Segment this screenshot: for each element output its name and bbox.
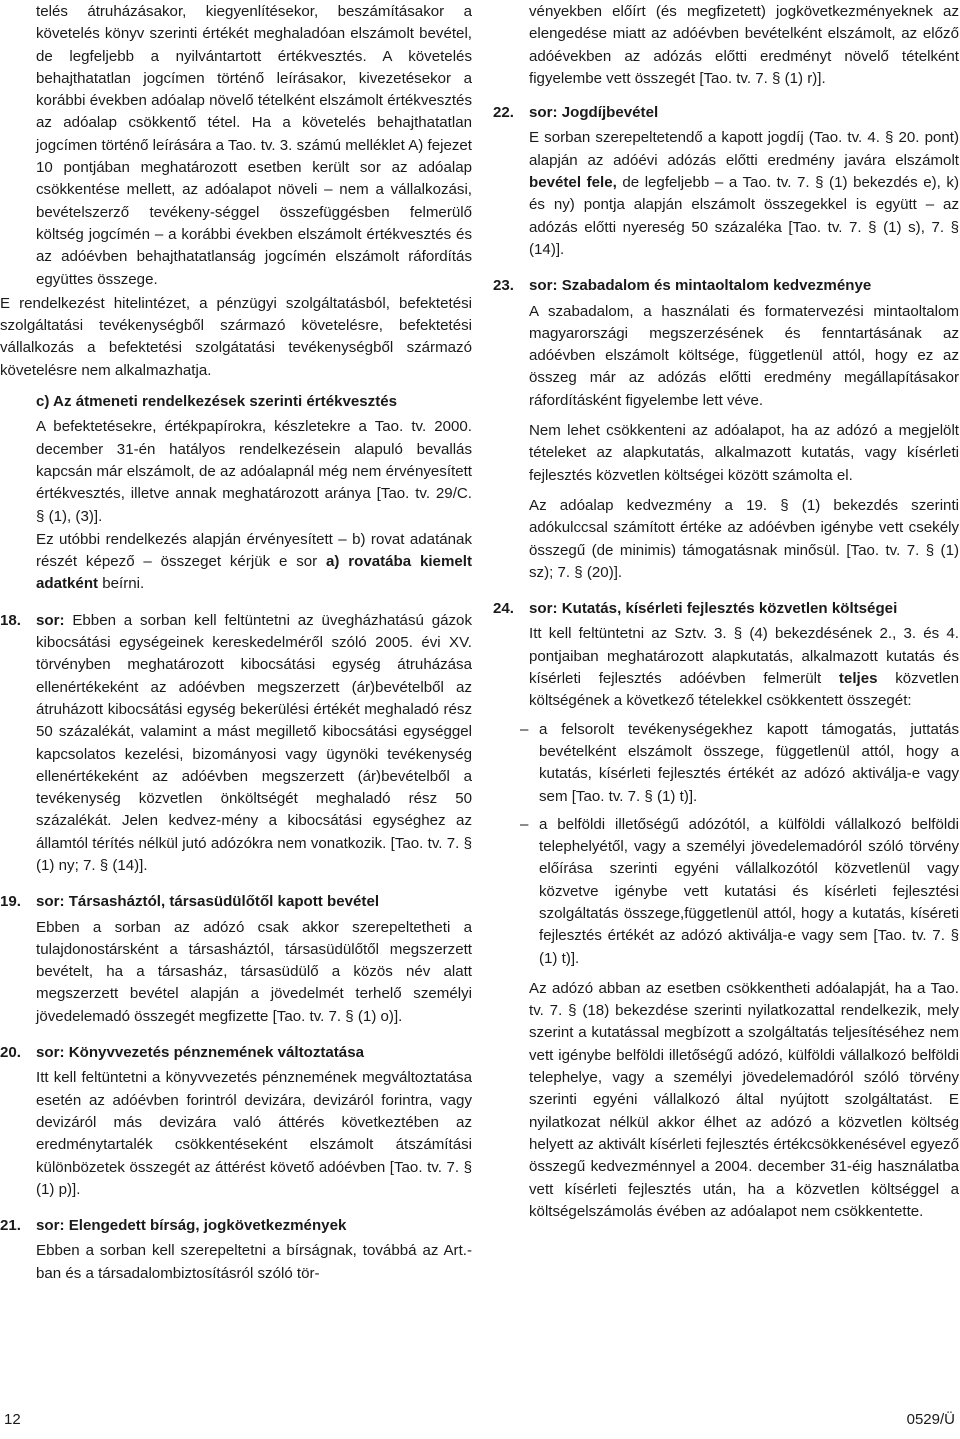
section-24-title: sor: Kutatás, kísérleti fejlesztés közvetlen költségei [529,600,898,618]
section-22-emphasis: bevétel fele, [529,174,617,192]
dash-marker: – [520,720,529,738]
list-item [493,719,959,808]
section-19-title: sor: Társasháztól, társasüdülőtől kapott bevétel [36,893,380,911]
section-22-body-a: E sorban szerepeltetendő a kapott jogdíj (Tao. tv. 4. § 20. pont) alapján az adóévi adózás előtti eredmény javára elszámolt [529,129,959,169]
section-18-text [0,610,472,878]
section-24 [493,598,959,1223]
section-22-body-b: de legfeljebb – a Tao. tv. 7. § (1) bekezdés e), k) és ny) pontja alapján elszámolt összegekkel is együtt – az adózás előtti nyereség 50 százaléka [Tao. tv. 7. § (1) s), 7. § (14)]. [529,174,959,258]
section-21 [0,1215,472,1285]
section-24-heading [493,598,959,620]
section-24-body-b: közvetlen költségének a következő tételekkel csökkentett összegét: [529,670,959,710]
section-24-body-a: Itt kell feltüntetni az Sztv. 3. § (4) bekezdésének 2., 3. és 4. pontjaiban meghatározott alapkutatás, alkalmazott kutatás és kísérleti fejlesztés adóévben felmerült [529,625,959,688]
list-item [493,814,959,970]
section-20 [0,1042,472,1201]
intro-paragraph-2: E rendelkezést hitelintézet, a pénzügyi szolgáltatásból, befektetési szolgáltatási tevékenységből származó követelésre, befektetési vállalkozás a befektetési szolgátatási tevékenységből származó követelésre nem alkalmazhatja. [0,294,472,379]
left-column [0,1,472,1285]
section-22-heading [493,102,959,124]
subsection-c-emphasis: a) rovatába kiemelt adatként [36,553,472,593]
section-21-heading [0,1215,472,1237]
subsection-c-heading: c) Az átmeneti rendelkezések szerinti értékvesztés [36,393,398,411]
section-24-paragraph-2: Az adózó abban az esetben csökkentheti adóalapját, ha a Tao. tv. 7. § (18) bekezdése szerinti nyilatkozattal rendelkezik, mely szerint a kutatással megbízott a szolgáltatás teljesítéséhez nem vett igénybe belföldi illetőségű adózó, külföldi vállalkozó belföldi telephelye, vagy a személyi jövedelemadóról szóló törvény szerinti egyéni vállalkozó által nyújtott szolgáltatást. E nyilatkozat nélkül akkor élhet az adózó a közvetlen költség helyett az aktivált kísérleti fejlesztés értékcsökkenésével egyező összegű kedvezménnyel a 2004. december 31-éig használatba vett kísérleti fejlesztés után, ha a közvetlen költséggel a költségelszámolás évében az adóalapot nem csökkentette. [529,979,959,1220]
section-21-continuation: vényekben előírt (és megfizetett) jogkövetkezményeknek az elengedése miatt az adóévben bevételként elszámolt, az előző adóévekben az adózás előtti eredményt növelő tételként figyelembe vett összegét [Tao. tv. 7. § (1) r)]. [529,3,959,87]
section-24-paragraph-1 [493,623,959,712]
dash-marker: – [520,815,529,833]
section-22 [493,102,959,261]
section-20-text: Itt kell feltüntetni a könyvvezetés pénznemének megváltoztatása esetén az adóévben forintról devizára, devizáról forintra, vagy devizáról más devizára való áttérés következtében az eredménytartalék csökkentéseként elszámolt átszámítási különbözetek összegét az áttérést követő adóévben [Tao. tv. 7. § (1) p)]. [36,1069,472,1198]
section-19-number: 19. [0,893,21,911]
form-code: 0529/Ü [906,1411,955,1428]
section-20-title: sor: Könyvvezetés pénznemének változtatása [36,1044,364,1062]
section-20-number: 20. [0,1044,21,1062]
section-22-text [493,127,959,261]
section-19-text: Ebben a sorban az adózó csak akkor szerepeltetheti a tulajdonostársként a társasháztól, társasüdülőtől megszerzett bevételt, ha a társasház, társasüdülő a közös név alatt megszerzett bevétel alapján a jövedelmét terhelő személyi jövedelemadó összegét megfizette [Tao. tv. 7. § (1) o)]. [36,918,472,1025]
page-number: 12 [4,1411,21,1428]
section-18 [0,610,472,878]
section-23 [493,275,959,584]
section-23-paragraph-3: Az adóalap kedvezmény a 19. § (1) bekezdés szerinti adókulccsal számított értéke az adóévben igénybe vett csekély összegű (de minimis) támogatásnak minősül. [Tao. tv. 7. § (1) sz); 7. § (20)]. [529,496,959,581]
section-19 [0,891,472,1028]
section-19-heading [0,891,472,913]
section-24-emphasis: teljes [838,670,878,688]
subsection-c-paragraph-1: A befektetésekre, értékpapírokra, készletekre a Tao. tv. 2000. december 31-én hatályos rendelkezésein alapuló bevallás kapcsán már elszámolt, de az adóalapnál még nem érvényesített értékvesztés, illetve annak meghatározott aránya [Tao. tv. 29/C. § (1), (3)]. [36,418,472,525]
section-21-title: sor: Elengedett bírság, jogkövetkezmények [36,1217,347,1235]
section-23-paragraph-1: A szabadalom, a használati és formatervezési mintaoltalom magyarországi megszerzésének és fenntartásának az adóévben elszámolt költsége, függetlenül attól, hogy ez az összeg már az adózás előtti eredmény megállapításakor ráfordításként figyelembe lett véve. [529,302,959,409]
section-23-number: 23. [493,277,514,295]
section-18-number: 18. [0,611,21,629]
subsection-c-end: beírni. [98,575,145,593]
list-item-text: a belföldi illetőségű adózótól, a külföldi vállalkozó belföldi telephelyétől, vagy a személyi jövedelemadóról szóló törvény előírása szerinti egyéni vállalkozótól közvetlenül vagy közvetve igénybe vett kutatási és kísérleti fejlesztési szolgáltatás összege,függetlenül attól, hogy a kutatás, kíséreti fejlesztés értékét az adózó aktiválja-e vagy sem [Tao. tv. 7. § (1) t)]. [539,815,959,967]
section-22-number: 22. [493,104,514,122]
section-21-number: 21. [0,1217,21,1235]
intro-paragraph-1: telés átruházásakor, kiegyenlítésekor, beszámításakor a követelés könyv szerinti értékét meghaladóan elszámolt bevétel, de legfeljebb a nyilvántartott értékvesztés. A követelés behajthatatlan jogcímen történő leírásakor, kivezetésekor a korábbi években adóalap növelő tételként elszámolt értékvesztés az adóalap csökkentő tétel. Ha a követelés behajthatatlan jogcímen történő leírására a Tao. tv. 3. számú melléklet A) fejezet 10 pontjában meghatározott esetben került sor az adóalap csökkentése mellett, az adóalapot növeli – nem a vállalkozási, bevételszerző tevékeny-séggel összefüggésben felmerülő költség jogcímén – a korábbi években elszámolt értékvesztés és az adóévben behajthatatlanság jogcímén elszámolt ráfordítás együttes összege. [36,3,472,288]
section-20-heading [0,1042,472,1064]
subsection-c-paragraph-2 [0,529,472,596]
list-item-text: a felsorolt tevékenységekhez kapott támogatás, juttatás bevételként elszámolt összege, függetlenül attól, hogy a kutatás, kísérleti fejlesztés értékét az adózó aktiválja-e vagy sem [Tao. tv. 7. § (1) t)]. [539,720,959,805]
section-18-label: sor: [36,611,65,629]
section-18-body: Ebben a sorban kell feltüntetni az üvegházhatású gázok kibocsátási egységeinek kereskedelméről szóló 2005. évi XV. törvényben meghatározott kibocsátási egység átruházása ellenértékeként az adóévben megszerzett (ár)bevételből az átruházott kibocsátási egység bekerülési értékét meghaladó rész 50 százalékát, valamint a mást megillető kibocsátási egységgel kapcsolatos kezelési, bizományosi vagy ügynöki tevékenység ellenértékeként az adóévben megszerzett (ár)bevételből a tevékenység közvetlen önköltségét meghaladó rész 50 százalékát. Jelen kedvez-mény a kibocsátási egységhez az államtól térítés nélkül jutó adózókra nem vonatkozik. [Tao. tv. 7. § (1) ny; 7. § (14)]. [36,611,472,874]
right-column [493,1,959,1223]
section-21-text: Ebben a sorban kell szerepeltetni a bírságnak, továbbá az Art.-ban és a társadalombiztosításról szóló tör- [36,1242,472,1282]
subsection-c-text: Ez utóbbi rendelkezés alapján érvényesített – b) rovat adatának részét képező – összeget kérjük e sor [36,530,472,571]
section-23-heading [493,275,959,297]
section-22-title: sor: Jogdíjbevétel [529,104,659,122]
section-24-number: 24. [493,600,514,618]
section-23-title: sor: Szabadalom és mintaoltalom kedvezménye [529,277,872,295]
section-23-paragraph-2: Nem lehet csökkenteni az adóalapot, ha az adózó a megjelölt tételeket az alapkutatás, alkalmazott kutatás, vagy kísérleti fejlesztés közvetlen költségei között számolta el. [529,422,959,484]
